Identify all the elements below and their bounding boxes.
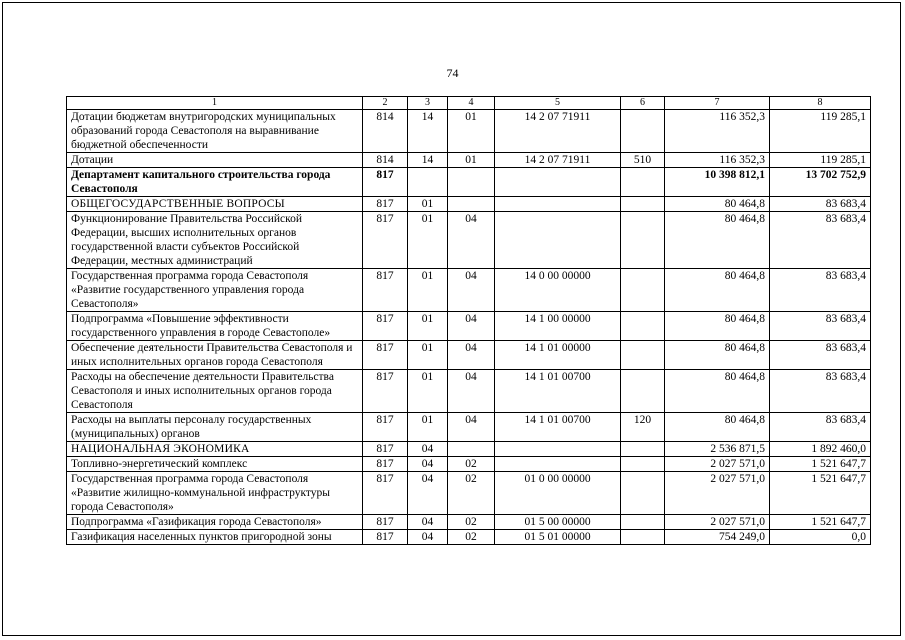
expense-type-code: 510 xyxy=(621,153,665,168)
amount-year-2: 83 683,4 xyxy=(770,269,871,312)
subsection-code: 02 xyxy=(448,530,495,545)
table-row xyxy=(67,197,871,212)
ministry-code: 817 xyxy=(363,312,408,341)
column-header: 6 xyxy=(621,97,665,110)
subsection-code: 04 xyxy=(448,370,495,413)
subsection-code: 04 xyxy=(448,212,495,269)
section-code: 01 xyxy=(408,370,448,413)
table-row xyxy=(67,341,871,370)
amount-year-1: 2 027 571,0 xyxy=(665,515,770,530)
amount-year-2: 1 521 647,7 xyxy=(770,457,871,472)
target-article-code xyxy=(495,197,621,212)
item-name: Расходы на обеспечение деятельности Правительства Севастополя и иных исполнительных органов города Севастополя xyxy=(67,370,363,413)
amount-year-1: 2 536 871,5 xyxy=(665,442,770,457)
ministry-code: 814 xyxy=(363,110,408,153)
item-name: Обеспечение деятельности Правительства Севастополя и иных исполнительных органов города Севастополя xyxy=(67,341,363,370)
section-code: 01 xyxy=(408,341,448,370)
target-article-code: 14 2 07 71911 xyxy=(495,110,621,153)
subsection-code xyxy=(448,197,495,212)
ministry-code: 817 xyxy=(363,515,408,530)
section-code: 01 xyxy=(408,413,448,442)
section-code xyxy=(408,168,448,197)
item-name: Подпрограмма «Газификация города Севастополя» xyxy=(67,515,363,530)
target-article-code: 01 5 00 00000 xyxy=(495,515,621,530)
item-name: ОБЩЕГОСУДАРСТВЕННЫЕ ВОПРОСЫ xyxy=(67,197,363,212)
expense-type-code xyxy=(621,530,665,545)
expense-type-code xyxy=(621,370,665,413)
column-header: 7 xyxy=(665,97,770,110)
amount-year-2: 83 683,4 xyxy=(770,197,871,212)
section-code: 04 xyxy=(408,515,448,530)
target-article-code: 01 5 01 00000 xyxy=(495,530,621,545)
amount-year-2: 119 285,1 xyxy=(770,153,871,168)
budget-table xyxy=(66,96,871,545)
section-code: 04 xyxy=(408,530,448,545)
amount-year-2: 1 521 647,7 xyxy=(770,472,871,515)
ministry-code: 817 xyxy=(363,530,408,545)
amount-year-1: 116 352,3 xyxy=(665,110,770,153)
amount-year-1: 2 027 571,0 xyxy=(665,457,770,472)
item-name: Подпрограмма «Повышение эффективности государственного управления в городе Севастополе» xyxy=(67,312,363,341)
ministry-code: 817 xyxy=(363,212,408,269)
target-article-code: 14 2 07 71911 xyxy=(495,153,621,168)
section-code: 01 xyxy=(408,197,448,212)
expense-type-code xyxy=(621,341,665,370)
section-code: 01 xyxy=(408,312,448,341)
amount-year-2: 13 702 752,9 xyxy=(770,168,871,197)
target-article-code: 01 0 00 00000 xyxy=(495,472,621,515)
expense-type-code xyxy=(621,212,665,269)
table-row xyxy=(67,168,871,197)
amount-year-1: 80 464,8 xyxy=(665,370,770,413)
section-code: 04 xyxy=(408,472,448,515)
table-row xyxy=(67,212,871,269)
item-name: Функционирование Правительства Российской Федерации, высших исполнительных органов государственной власти субъектов Российской Федерации, местных администраций xyxy=(67,212,363,269)
ministry-code: 817 xyxy=(363,341,408,370)
table-row xyxy=(67,472,871,515)
subsection-code xyxy=(448,168,495,197)
table-row xyxy=(67,442,871,457)
target-article-code: 14 1 01 00700 xyxy=(495,413,621,442)
table-row xyxy=(67,413,871,442)
target-article-code xyxy=(495,442,621,457)
expense-type-code xyxy=(621,442,665,457)
ministry-code: 817 xyxy=(363,269,408,312)
column-header: 1 xyxy=(67,97,363,110)
expense-type-code xyxy=(621,472,665,515)
amount-year-2: 83 683,4 xyxy=(770,370,871,413)
item-name: Дотации xyxy=(67,153,363,168)
expense-type-code: 120 xyxy=(621,413,665,442)
table-row xyxy=(67,370,871,413)
ministry-code: 817 xyxy=(363,197,408,212)
expense-type-code xyxy=(621,312,665,341)
amount-year-1: 80 464,8 xyxy=(665,341,770,370)
amount-year-2: 83 683,4 xyxy=(770,413,871,442)
amount-year-1: 80 464,8 xyxy=(665,312,770,341)
header-row xyxy=(67,97,871,110)
item-name: Департамент капитального строительства города Севастополя xyxy=(67,168,363,197)
amount-year-2: 1 521 647,7 xyxy=(770,515,871,530)
section-code: 01 xyxy=(408,269,448,312)
item-name: Государственная программа города Севастополя «Развитие жилищно-коммунальной инфраструктуры города Севастополя» xyxy=(67,472,363,515)
section-code: 01 xyxy=(408,212,448,269)
column-header: 8 xyxy=(770,97,871,110)
target-article-code xyxy=(495,212,621,269)
amount-year-2: 0,0 xyxy=(770,530,871,545)
column-header: 4 xyxy=(448,97,495,110)
ministry-code: 817 xyxy=(363,442,408,457)
table-row xyxy=(67,110,871,153)
column-header: 3 xyxy=(408,97,448,110)
subsection-code: 04 xyxy=(448,341,495,370)
item-name: НАЦИОНАЛЬНАЯ ЭКОНОМИКА xyxy=(67,442,363,457)
table-row xyxy=(67,530,871,545)
expense-type-code xyxy=(621,197,665,212)
target-article-code: 14 0 00 00000 xyxy=(495,269,621,312)
subsection-code: 01 xyxy=(448,110,495,153)
subsection-code: 04 xyxy=(448,413,495,442)
target-article-code xyxy=(495,457,621,472)
subsection-code: 02 xyxy=(448,472,495,515)
column-header: 5 xyxy=(495,97,621,110)
ministry-code: 817 xyxy=(363,413,408,442)
amount-year-1: 10 398 812,1 xyxy=(665,168,770,197)
target-article-code: 14 1 00 00000 xyxy=(495,312,621,341)
page-number: 74 xyxy=(446,66,459,80)
section-code: 04 xyxy=(408,442,448,457)
subsection-code xyxy=(448,442,495,457)
section-code: 14 xyxy=(408,153,448,168)
ministry-code: 817 xyxy=(363,168,408,197)
table-row xyxy=(67,457,871,472)
item-name: Топливно-энергетический комплекс xyxy=(67,457,363,472)
table-row xyxy=(67,153,871,168)
target-article-code: 14 1 01 00700 xyxy=(495,370,621,413)
amount-year-2: 1 892 460,0 xyxy=(770,442,871,457)
target-article-code xyxy=(495,168,621,197)
amount-year-2: 83 683,4 xyxy=(770,312,871,341)
target-article-code: 14 1 01 00000 xyxy=(495,341,621,370)
amount-year-1: 80 464,8 xyxy=(665,197,770,212)
table-row xyxy=(67,515,871,530)
amount-year-2: 119 285,1 xyxy=(770,110,871,153)
table-row xyxy=(67,312,871,341)
subsection-code: 04 xyxy=(448,269,495,312)
amount-year-1: 80 464,8 xyxy=(665,413,770,442)
column-header: 2 xyxy=(363,97,408,110)
item-name: Расходы на выплаты персоналу государственных (муниципальных) органов xyxy=(67,413,363,442)
expense-type-code xyxy=(621,269,665,312)
ministry-code: 817 xyxy=(363,472,408,515)
ministry-code: 817 xyxy=(363,370,408,413)
amount-year-1: 80 464,8 xyxy=(665,269,770,312)
amount-year-1: 80 464,8 xyxy=(665,212,770,269)
subsection-code: 02 xyxy=(448,457,495,472)
item-name: Государственная программа города Севастополя «Развитие государственного управления города Севастополя» xyxy=(67,269,363,312)
subsection-code: 04 xyxy=(448,312,495,341)
expense-type-code xyxy=(621,168,665,197)
amount-year-2: 83 683,4 xyxy=(770,341,871,370)
expense-type-code xyxy=(621,457,665,472)
ministry-code: 817 xyxy=(363,457,408,472)
amount-year-2: 83 683,4 xyxy=(770,212,871,269)
amount-year-1: 2 027 571,0 xyxy=(665,472,770,515)
section-code: 14 xyxy=(408,110,448,153)
amount-year-1: 754 249,0 xyxy=(665,530,770,545)
item-name: Дотации бюджетам внутригородских муниципальных образований города Севастополя на выравнивание бюджетной обеспеченности xyxy=(67,110,363,153)
expense-type-code xyxy=(621,515,665,530)
section-code: 04 xyxy=(408,457,448,472)
subsection-code: 02 xyxy=(448,515,495,530)
item-name: Газификация населенных пунктов пригородной зоны xyxy=(67,530,363,545)
amount-year-1: 116 352,3 xyxy=(665,153,770,168)
expense-type-code xyxy=(621,110,665,153)
ministry-code: 814 xyxy=(363,153,408,168)
table-row xyxy=(67,269,871,312)
subsection-code: 01 xyxy=(448,153,495,168)
